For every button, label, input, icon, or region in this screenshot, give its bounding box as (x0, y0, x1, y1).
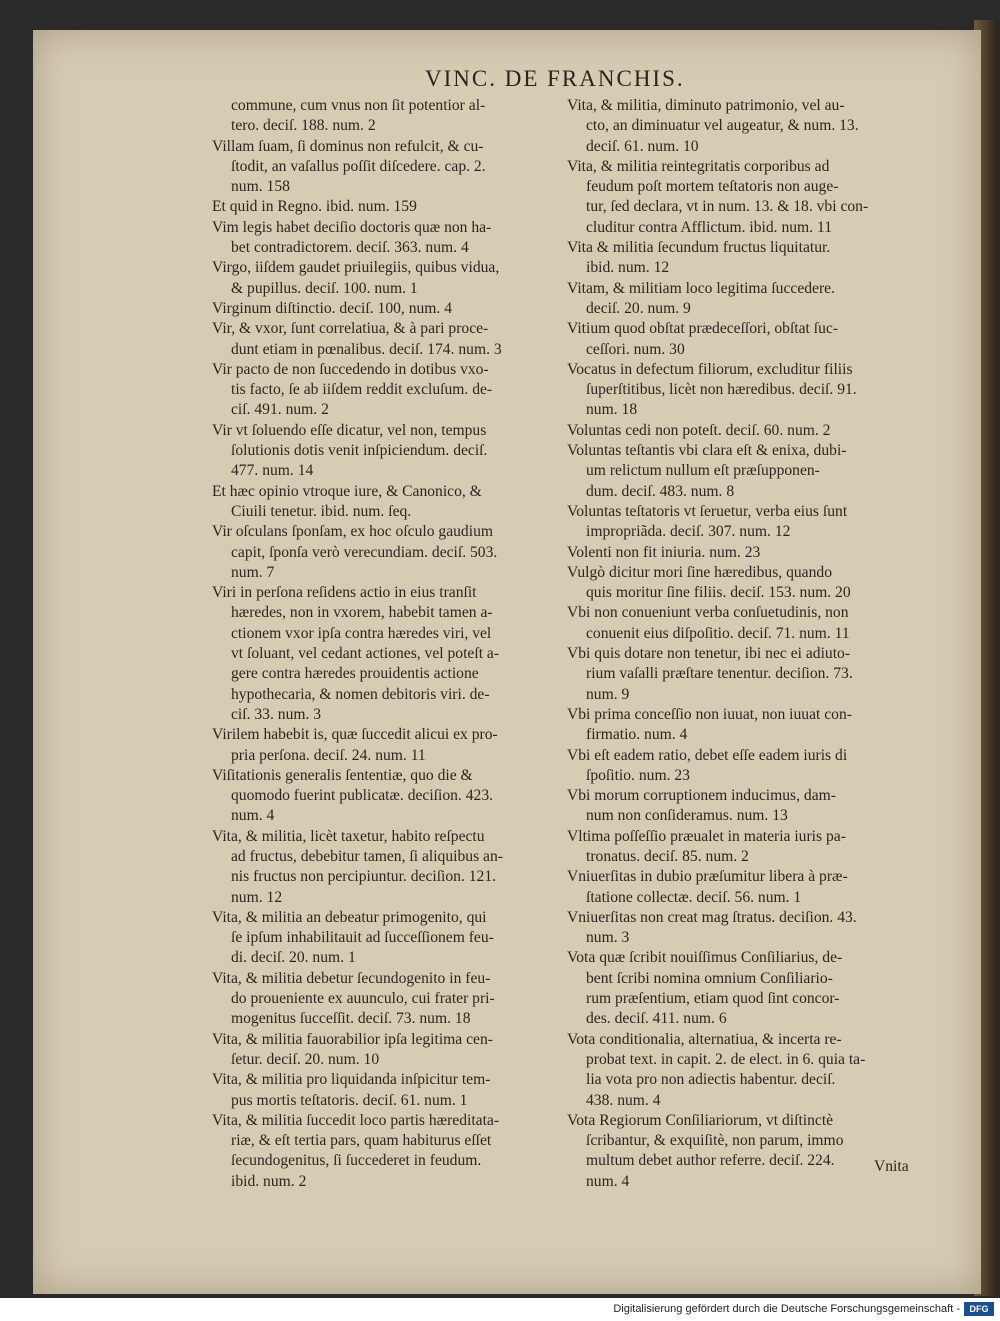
dfg-logo: DFG (964, 1302, 994, 1316)
index-line: rium vaſalli præſtare tenentur. deciſion. 73. (586, 665, 853, 683)
index-line: Volenti non fit iniuria. num. 23 (567, 543, 761, 561)
index-line: pria perſona. deciſ. 24. num. 11 (231, 746, 426, 764)
index-line: Vir oſculans ſponſam, ex hoc oſculo gaudium (212, 523, 493, 541)
index-line: hypothecaria, & nomen debitoris viri. de- (231, 685, 490, 703)
index-line: di. deciſ. 20. num. 1 (231, 949, 356, 967)
index-line: ibid. num. 2 (231, 1172, 307, 1190)
index-line: Virgo, iiſdem gaudet priuilegiis, quibus vidua, (212, 259, 500, 277)
index-line: rum præſentium, etiam quod ſint concor- (586, 990, 840, 1008)
index-line: Vita, & militia, licèt taxetur, habito reſpectu (212, 827, 485, 845)
index-line: multum debet author referre. deciſ. 224. (586, 1152, 835, 1170)
index-column-right (567, 96, 929, 1192)
index-line: 477. num. 14 (231, 462, 314, 480)
index-line: vt ſoluant, vel cedant actiones, vel poteſt a- (231, 645, 500, 663)
index-line: feudum poſt mortem teſtatoris non auge- (586, 178, 839, 196)
index-line: ſtodit, an vaſallus poſſit diſcedere. cap. 2. (231, 157, 486, 175)
index-line: probat text. in capit. 2. de elect. in 6. quia ta- (586, 1050, 866, 1068)
index-line: deciſ. 61. num. 10 (586, 137, 699, 155)
index-line: do proueniente ex auunculo, cui frater pri- (231, 990, 495, 1008)
index-line: Vbi non conueniunt verba conſuetudinis, non (567, 604, 849, 622)
index-line: ſe ipſum inhabilitauit ad ſucceſſionem feu- (231, 929, 494, 947)
index-line: Vbi quis dotare non tenetur, ibi nec ei adiuto- (567, 645, 851, 663)
index-line: quis moritur ſine filiis. deciſ. 153. num. 20 (586, 584, 851, 602)
index-line: Vota quæ ſcribit nouiſſimus Conſiliarius, de- (567, 949, 843, 967)
index-line: Vulgò dicitur mori ſine hæredibus, quando (567, 563, 832, 581)
index-line: commune, cum vnus non ſit potentior al- (231, 97, 486, 114)
index-line: Virilem habebit is, quæ ſuccedit alicui ex pro- (212, 726, 498, 744)
index-line: nis fructus non percipiuntur. deciſion. 121. (231, 868, 497, 886)
index-line: lia vota pro non adiectis habentur. deciſ. (586, 1071, 836, 1089)
index-line: Vita, & militia, diminuto patrimonio, vel au- (567, 97, 845, 114)
index-line: num. 12 (231, 888, 283, 906)
index-line: cluditur contra Afflictum. ibid. num. 11 (586, 218, 832, 236)
index-line: Vim legis habet deciſio doctoris quæ non ha- (212, 218, 492, 236)
index-line: Vbi prima conceſſio non iuuat, non iuuat con- (567, 705, 852, 723)
index-line: cto, an diminuatur vel augeatur, & num. 13. (586, 117, 859, 135)
index-line: Vita & militia ſecundum fructus liquitatur. (567, 239, 831, 257)
index-line: tero. deciſ. 188. num. 2 (231, 117, 376, 135)
index-line: ſtatione collectæ. deciſ. 56. num. 1 (586, 888, 802, 906)
index-line: Et hæc opinio vtroque iure, & Canonico, & (212, 482, 482, 500)
index-line: Vltima poſſeſſio præualet in materia iuris pa- (567, 827, 846, 845)
index-line: gere contra hæredes prouidentis actione (231, 665, 479, 683)
index-line: Viſitationis generalis ſententiæ, quo die & (212, 766, 473, 784)
catchword: Vnita (874, 1158, 909, 1175)
index-line: ciſ. 33. num. 3 (231, 705, 322, 723)
index-line: Vir vt ſoluendo eſſe dicatur, vel non, tempus (212, 421, 487, 439)
index-line: mogenitus ſucceſſit. deciſ. 73. num. 18 (231, 1010, 471, 1028)
index-line: Vniuerſitas in dubio præſumitur libera à præ- (567, 868, 848, 886)
index-line: des. deciſ. 411. num. 6 (586, 1010, 727, 1028)
index-line: quomodo fuerint publicatæ. deciſion. 423. (231, 787, 494, 805)
index-line: ſpoſitio. num. 23 (586, 766, 690, 784)
index-line: bet contradictorem. deciſ. 363. num. 4 (231, 239, 469, 257)
index-line: firmatio. num. 4 (586, 726, 688, 744)
running-head: VINC. DE FRANCHIS. (425, 66, 685, 91)
index-line: Voluntas teſtatoris vt ſeruetur, verba eius ſunt (567, 502, 848, 520)
index-line: Vota Regiorum Conſiliariorum, vt diſtinctè (567, 1111, 834, 1129)
index-line: ctionem vxor ipſa contra hæredes viri, vel (231, 624, 492, 642)
index-line: Vita, & militia an debeatur primogenito, qui (212, 908, 487, 926)
index-line: ſetur. deciſ. 20. num. 10 (231, 1050, 380, 1068)
index-line: ad fructus, debebitur tamen, ſi aliquibus an- (231, 847, 503, 865)
index-line: ibid. num. 12 (586, 259, 670, 277)
index-line: Vota conditionalia, alternatiua, & incerta re- (567, 1030, 842, 1048)
index-line: num. 4 (586, 1172, 630, 1190)
index-line: pus mortis teſtatoris. deciſ. 61. num. 1 (231, 1091, 468, 1109)
index-line: Villam ſuam, ſi dominus non refulcit, & cu- (212, 137, 484, 155)
index-line: num. 3 (586, 929, 630, 947)
index-line: capit, ſponſa verò verecundiam. deciſ. 503. (231, 543, 498, 561)
index-line: 438. num. 4 (586, 1091, 661, 1109)
index-line: tur, ſed declara, vt in num. 13. & 18. vbi con- (586, 198, 869, 216)
index-line: dunt etiam in pœnalibus. deciſ. 174. num. 3 (231, 340, 502, 358)
index-line: num. 18 (586, 401, 638, 419)
index-line: Vita, & militia ſuccedit loco partis hæreditata- (212, 1111, 500, 1129)
funding-notice: Digitalisierung gefördert durch die Deutsche Forschungsgemeinschaft - (613, 1303, 960, 1315)
index-line: Vitam, & militiam loco legitima ſuccedere. (567, 279, 835, 297)
index-line: bent ſcribi nomina omnium Conſiliario- (586, 969, 833, 987)
index-line: Voluntas teſtantis vbi clara eſt & enixa, dubi- (567, 442, 847, 460)
index-line: ſolutionis dotis venit inſpiciendum. deciſ. (231, 442, 488, 460)
index-line: Ciuili tenetur. ibid. num. ſeq. (231, 502, 412, 520)
digitization-footer (0, 1298, 1000, 1321)
index-line: Vir, & vxor, ſunt correlatiua, & à pari proce- (212, 320, 489, 338)
index-line: Virginum diſtinctio. deciſ. 100, num. 4 (212, 299, 453, 317)
index-line: Vocatus in defectum filiorum, excluditur filiis (567, 360, 853, 378)
index-line: ceſſori. num. 30 (586, 340, 685, 358)
index-line: ciſ. 491. num. 2 (231, 401, 329, 419)
index-line: & pupillus. deciſ. 100. num. 1 (231, 279, 418, 297)
index-line: Vbi eſt eadem ratio, debet eſſe eadem iuris di (567, 746, 848, 764)
index-line: Vita, & militia fauorabilior ipſa legitima cen- (212, 1030, 493, 1048)
index-line: num. 4 (231, 807, 275, 825)
index-line: deciſ. 20. num. 9 (586, 299, 691, 317)
index-line: hæredes, non in vxorem, habebit tamen a- (231, 604, 493, 622)
index-line: riæ, & eſt tertia pars, quam habiturus eſſet (231, 1132, 492, 1150)
index-line: Vita, & militia debetur ſecundogenito in feu- (212, 969, 491, 987)
index-line: dum. deciſ. 483. num. 8 (586, 482, 735, 500)
index-line: tronatus. deciſ. 85. num. 2 (586, 847, 749, 865)
index-line: Vita, & militia pro liquidanda inſpicitur tem- (212, 1071, 491, 1089)
index-column-left (212, 96, 557, 1192)
index-line: Voluntas cedi non poteſt. deciſ. 60. num. 2 (567, 421, 831, 439)
index-line: ſecundogenitus, ſi ſuccederet in feudum. (231, 1152, 482, 1170)
index-line: Et quid in Regno. ibid. num. 159 (212, 198, 417, 216)
index-line: ſuperſtitibus, licèt non hæredibus. deciſ. 91. (586, 381, 857, 399)
index-line: num. 7 (231, 563, 275, 581)
index-line: Vir pacto de non ſuccedendo in dotibus vxo- (212, 360, 489, 378)
index-line: Vitium quod obſtat prædeceſſori, obſtat ſuc- (567, 320, 839, 338)
index-line: impropriãda. deciſ. 307. num. 12 (586, 523, 791, 541)
index-line: Vniuerſitas non creat mag ſtratus. deciſion. 43. (567, 908, 857, 926)
index-line: conuenit eius diſpoſitio. deciſ. 71. num. 11 (586, 624, 850, 642)
index-line: num. 9 (586, 685, 630, 703)
index-line: um relictum nullum eſt præſupponen- (586, 462, 820, 480)
index-line: ſcribantur, & exquiſitè, non parum, immo (586, 1132, 844, 1150)
index-line: num. 158 (231, 178, 290, 196)
index-line: num non conſideramus. num. 13 (586, 807, 788, 825)
index-line: Vita, & militia reintegritatis corporibus ad (567, 157, 830, 175)
index-line: Vbi morum corruptionem inducimus, dam- (567, 787, 836, 805)
index-line: tis facto, ſe ab iiſdem reddit excluſum. de- (231, 381, 493, 399)
index-line: Viri in perſona reſidens actio in eius tranſit (212, 584, 477, 602)
